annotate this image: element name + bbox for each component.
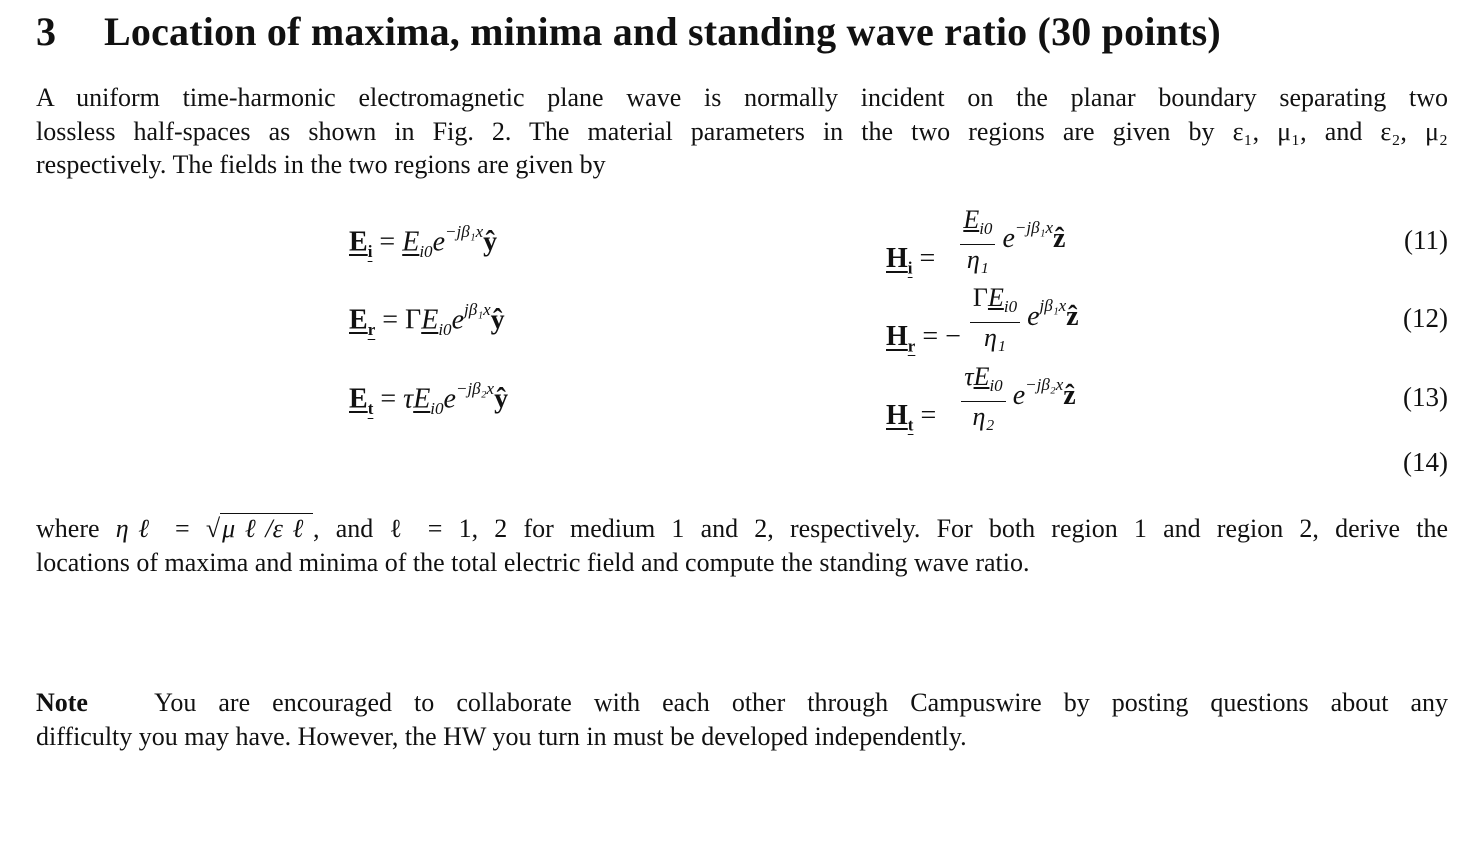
intro-line-1: A uniform time-harmonic electromagnetic plane wave is normally incident on the planar boundary separating two [36, 83, 1448, 112]
equation-number-14: (14) [1403, 447, 1448, 477]
equation-e-reflected: $E_r$ = $\Gamma E_{i0}e^{j\beta_1x}ŷ$ [349, 300, 505, 339]
note-label: Note [36, 688, 88, 717]
equation-number-13: (13) [1403, 382, 1448, 412]
fraction-h-incident: $\frac{E_{i0}}{\text{η₁}}$ [960, 205, 995, 275]
intro-line-2: lossless half-spaces as shown in Fig. 2. The material parameters in the two regions are given by ε₁, μ₁, and ε₂, μ₂ [36, 116, 1448, 146]
section-heading [36, 8, 1221, 55]
equation-number-12: (12) [1403, 303, 1448, 333]
equation-h-reflected: $H_r$ = − $\frac{\Gamma E_{i0}}{\text{η₁}}$ $e^{j\beta_1x}ẑ$ [886, 283, 1079, 356]
equation-h-transmitted: $H_t$ = $\frac{\tau E_{i0}}{\text{η₂}}$ $e^{-j\beta_2x}ẑ$ [886, 362, 1076, 435]
section-number: 3 [36, 9, 57, 54]
where-line-1: where ηℓ = √μℓ/εℓ, and ℓ = 1, 2 for medium 1 and 2, respectively. For both region 1 and region 2, derive the [36, 514, 1448, 543]
field-equations [36, 195, 1448, 485]
equation-e-incident: $E_i$ = $E_{i0}e^{-j\beta_1x}ŷ$ [349, 222, 498, 261]
intro-paragraph [36, 81, 1448, 182]
equation-number-11: (11) [1404, 225, 1448, 255]
sqrt-expression: μℓ/εℓ [222, 514, 314, 543]
equation-e-transmitted: $E_t$ = $\tau E_{i0}e^{-j\beta_2x}ŷ$ [349, 379, 509, 418]
note-line-1: Note You are encouraged to collaborate with each other through Campuswire by posting questions about any [36, 688, 1449, 717]
intro-line-3: respectively. The fields in the two regions are given by [36, 150, 606, 179]
equation-h-incident: $H_i$ = $\frac{E_{i0}}{\text{η₁}}$ $e^{-j\beta_1x}ẑ$ [886, 205, 1066, 278]
section-title-text: Location of maxima, minima and standing wave ratio (30 points) [104, 9, 1221, 54]
note-line-2: difficulty you may have. However, the HW you turn in must be developed independently. [36, 721, 967, 751]
where-line-2: locations of maxima and minima of the total electric field and compute the standing wave ratio. [36, 547, 1030, 577]
fraction-h-reflected: $\frac{\Gamma E_{i0}}{\text{η₁}}$ [970, 283, 1020, 353]
where-paragraph [36, 512, 1448, 579]
fraction-h-transmitted: $\frac{\tau E_{i0}}{\text{η₂}}$ [961, 362, 1005, 432]
note-paragraph [36, 686, 1448, 753]
